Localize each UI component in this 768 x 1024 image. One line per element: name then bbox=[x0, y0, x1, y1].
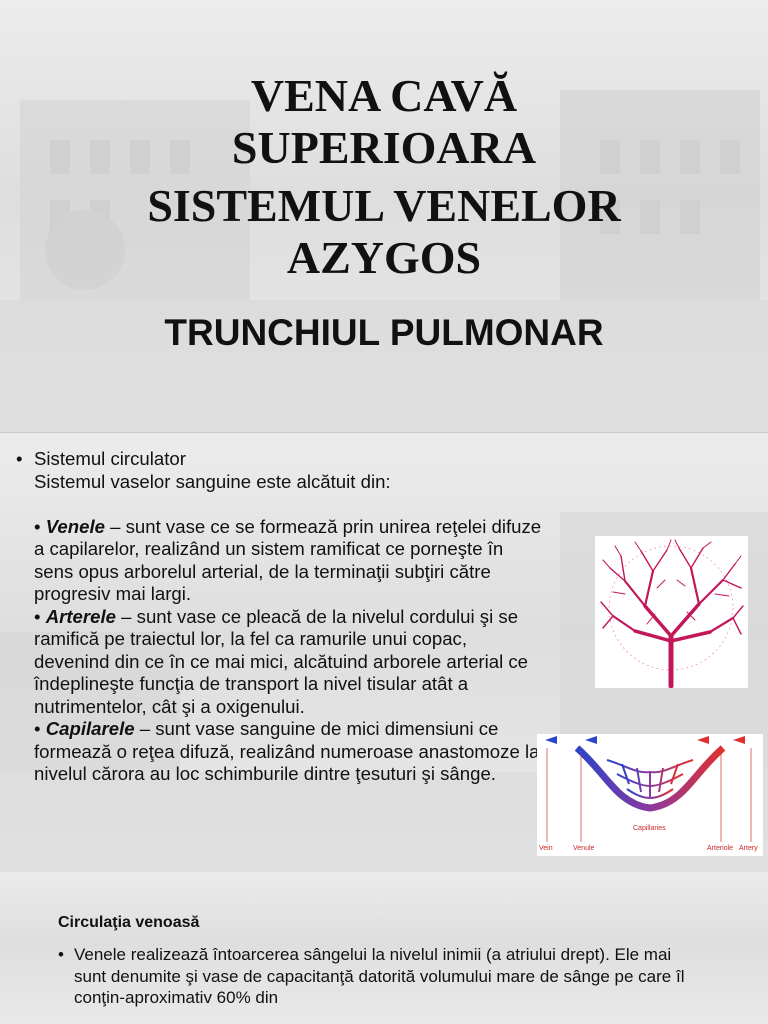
term-venele: Venele bbox=[45, 515, 105, 537]
subtitle-trunchiul-pulmonar: TRUNCHIUL PULMONAR bbox=[164, 312, 604, 353]
capillary-network-diagram bbox=[537, 734, 763, 856]
bullet-sistemul bbox=[16, 448, 546, 471]
intro-line-1: Sistemul circulator bbox=[34, 448, 186, 469]
desc-arterele: – sunt vase ce pleacă de la nivelul cordului şi se ramifică pe traiectul lor, la fel ca ramurile unui copac, devenind din ce în ce mai mici, alcătuind arborele arterial ce îndeplineşte funcţia de transport la nivel tisular atât a nutrimentelor, cât şi a oxigenului. bbox=[34, 605, 529, 717]
label-vein: Vein bbox=[539, 845, 553, 852]
item-capilarele bbox=[16, 718, 546, 786]
venous-text bbox=[58, 944, 708, 1009]
term-capilarele: Capilarele bbox=[45, 718, 135, 739]
content-slide bbox=[0, 432, 768, 872]
item-arterele bbox=[16, 606, 546, 719]
label-artery: Artery bbox=[739, 845, 758, 852]
desc-capilarele: – sunt vase sanguine de mici dimensiuni ce formează o reţea difuză, realizând numeroase anastomoze la nivelul cărora au loc schimburile dintre ţesuturi şi sânge. bbox=[34, 718, 540, 784]
title-vena-cava: VENA CAVĂ bbox=[250, 70, 518, 121]
title-azygos: AZYGOS bbox=[286, 232, 482, 283]
title-line-2 bbox=[0, 180, 768, 284]
title-superioara: SUPERIOARA bbox=[231, 122, 537, 173]
title-line-1 bbox=[0, 70, 768, 174]
intro-line-2: Sistemul vaselor sanguine este alcătuit din: bbox=[34, 470, 391, 492]
venous-paragraph: Venele realizează întoarcerea sângelui la nivelul inimii (a atriului drept). Ele mai sunt denumite şi vase de capacitanţă datorită volumului mare de sânge pe care îl conţin-aproximativ 60% din bbox=[74, 945, 685, 1007]
bullet-dot: • bbox=[34, 718, 41, 739]
bullet-venous bbox=[58, 944, 708, 1009]
venous-circulation-slide bbox=[0, 872, 768, 1024]
slide-divider bbox=[0, 432, 768, 433]
bullet-dot: • bbox=[34, 515, 41, 537]
term-arterele: Arterele bbox=[45, 605, 116, 627]
label-capillaries: Capillaries bbox=[633, 825, 666, 832]
desc-venele: – sunt vase ce se formează prin unirea reţelei difuze a capilarelor, realizând un sistem ramificat ce porneşte în sens opus arborelul arterial, de la terminaţii subţiri către progresiv mai largi. bbox=[34, 515, 542, 604]
title-slide bbox=[0, 0, 768, 432]
venous-heading: Circulaţia venoasă bbox=[58, 914, 200, 931]
vessel-tree-image bbox=[595, 536, 748, 688]
item-venele bbox=[16, 516, 546, 606]
bullet-dot: • bbox=[16, 448, 23, 469]
label-arteriole: Arteriole bbox=[707, 845, 734, 852]
bullet-dot: • bbox=[34, 605, 41, 627]
circulatory-text bbox=[16, 448, 546, 786]
label-venule: Venule bbox=[573, 845, 595, 852]
title-sistemul-venelor: SISTEMUL VENELOR bbox=[147, 180, 621, 231]
bullet-dot: • bbox=[58, 945, 64, 964]
